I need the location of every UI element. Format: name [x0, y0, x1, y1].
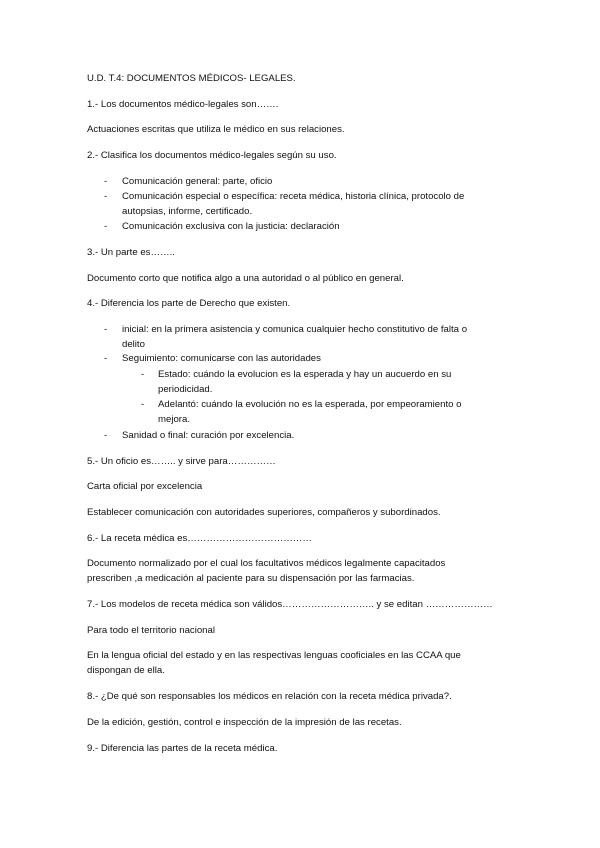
answer-7a: Para todo el territorio nacional [87, 625, 215, 636]
sub-list-item: Estado: cuándo la evolucion es la esperada y hay un aucuerdo en su [158, 369, 452, 380]
question-3: 3.- Un parte es…….. [87, 247, 175, 258]
list-item: Seguimiento: comunicarse con las autoridades [122, 353, 321, 364]
question-8: 8.- ¿De qué son responsables los médicos en relación con la receta médica privada?. [87, 691, 452, 702]
sub-list-item-continuation: periodicidad. [158, 384, 213, 395]
question-7: 7.- Los modelos de receta médica son válidos……………………….. y se editan ………………… [87, 599, 493, 610]
question-1: 1.- Los documentos médico-legales son……. [87, 99, 279, 110]
list-item: Comunicación general: parte, oficio [122, 176, 273, 187]
list-item-continuation: autopsias, informe, certificado. [122, 206, 253, 217]
bullet-dash: - [104, 353, 108, 364]
bullet-dash: - [104, 324, 108, 335]
answer-5a: Carta oficial por excelencia [87, 481, 203, 492]
question-6: 6.- La receta médica es………………………………… [87, 533, 312, 544]
answer-6-continuation: prescriben ,a medicación al paciente para su dispensación por las farmacias. [87, 573, 415, 584]
list-item: Comunicación especial o específica: receta médica, historia clínica, protocolo de [122, 191, 465, 202]
list-item: inicial: en la primera asistencia y comunica cualquier hecho constitutivo de falta o [122, 324, 468, 335]
question-4: 4.- Diferencia los parte de Derecho que existen. [87, 298, 291, 309]
sub-list-item-continuation: mejora. [158, 414, 190, 425]
bullet-dash: - [104, 191, 108, 202]
answer-6: Documento normalizado por el cual los facultativos médicos legalmente capacitados [87, 558, 446, 569]
answer-1: Actuaciones escritas que utiliza le médico en sus relaciones. [87, 124, 345, 135]
answer-5b: Establecer comunicación con autoridades superiores, compañeros y subordinados. [87, 507, 441, 518]
list-item: Sanidad o final: curación por excelencia. [122, 430, 295, 441]
question-5: 5.- Un oficio es…….. y sirve para…………… [87, 456, 276, 467]
answer-8: De la edición, gestión, control e inspección de la impresión de las recetas. [87, 717, 402, 728]
list-item: Comunicación exclusiva con la justicia: declaración [122, 221, 340, 232]
answer-7b: En la lengua oficial del estado y en las respectivas lenguas cooficiales en las CCAA que [87, 650, 461, 661]
list-item-continuation: delito [122, 339, 145, 350]
answer-3: Documento corto que notifica algo a una autoridad o al público en general. [87, 273, 404, 284]
sub-list-item: Adelantó: cuándo la evolución no es la esperada, por empeoramiento o [158, 399, 462, 410]
sub-bullet-dash: - [141, 369, 145, 380]
question-2: 2.- Clasifica los documentos médico-legales según su uso. [87, 150, 337, 161]
bullet-dash: - [104, 176, 108, 187]
bullet-dash: - [104, 221, 108, 232]
document-title: U.D. T.4: DOCUMENTOS MÉDICOS- LEGALES. [87, 73, 296, 84]
bullet-dash: - [104, 430, 108, 441]
question-9: 9.- Diferencia las partes de la receta médica. [87, 743, 278, 754]
sub-bullet-dash: - [141, 399, 145, 410]
answer-7b-continuation: dispongan de ella. [87, 665, 165, 676]
